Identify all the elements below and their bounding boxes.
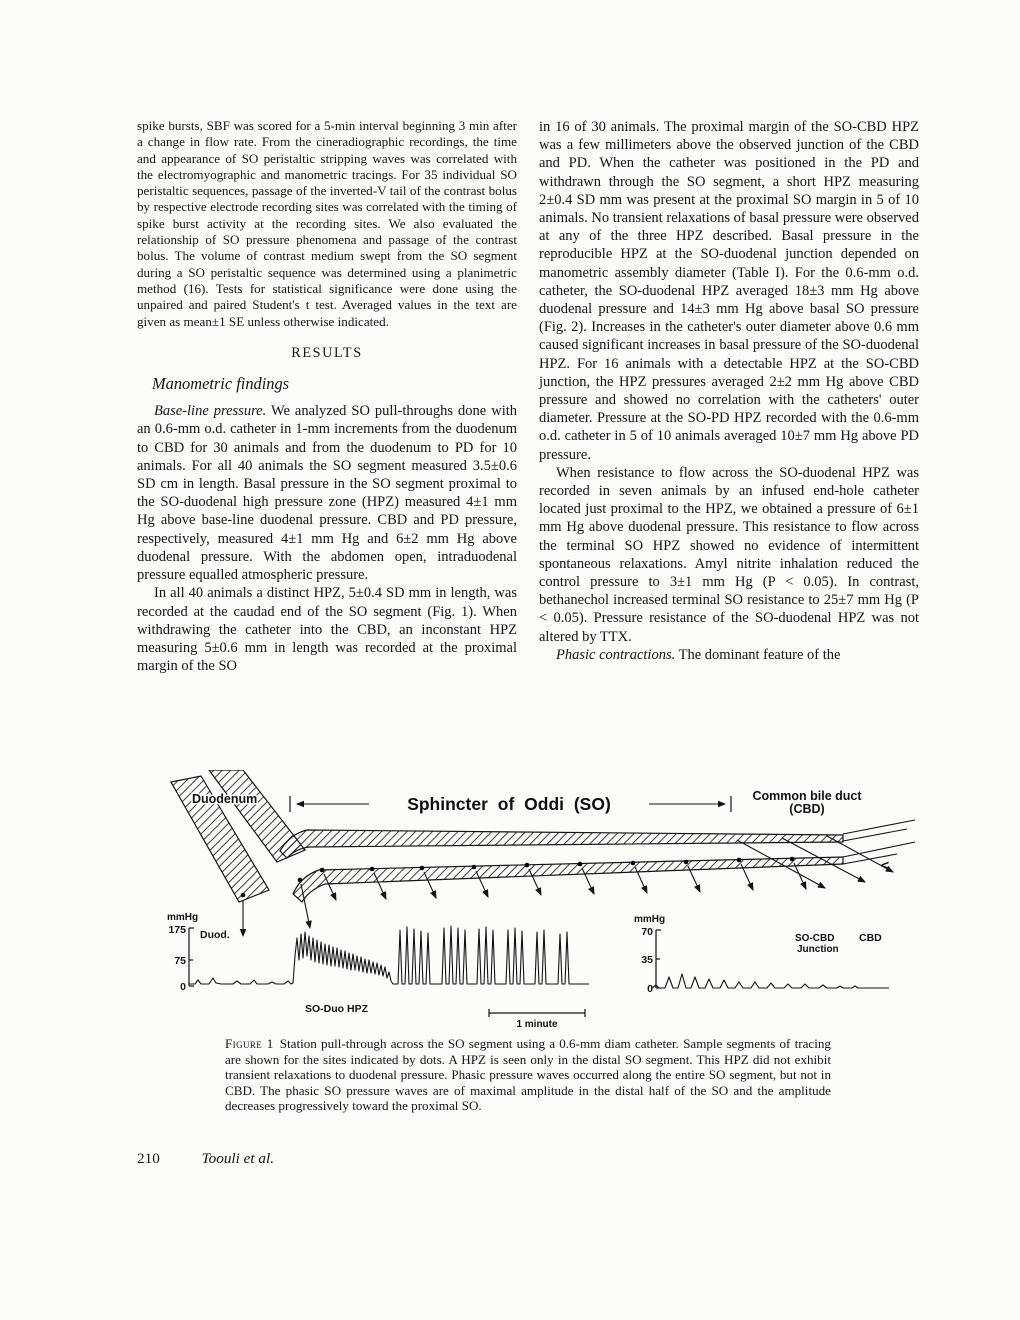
left-tick-75: 75 xyxy=(174,955,186,967)
figure-caption-label: Figure 1 xyxy=(225,1036,274,1051)
page-number: 210 xyxy=(137,1150,160,1167)
right-tick-70: 70 xyxy=(641,926,653,938)
span-bracket-right xyxy=(649,796,731,812)
duod-label: Duod. xyxy=(200,929,230,941)
one-minute-scalebar xyxy=(489,1009,585,1030)
results-heading: RESULTS xyxy=(291,344,363,361)
so-cbd-junction-label-line2: Junction xyxy=(797,944,839,955)
baseline-pressure-paragraph xyxy=(137,402,517,584)
so-cbd-junction-label-line1: SO-CBD xyxy=(795,933,835,944)
left-axis-unit: mmHg xyxy=(167,912,199,923)
anatomy-diagram xyxy=(171,770,915,936)
continuation-paragraph: in 16 of 30 animals. The proximal margin of the SO-CBD HPZ was a few millimeters above the observed junction of the CBD and PD. When the catheter was positioned in the PD and withdrawn through the SO segment, a short HPZ measuring 2±0.4 SD mm was present at the proximal SO margin in 5 of 10 animals. No transient relaxations of basal pressure were observed at any of the three HPZ described. Basal pressure in the reproducible HPZ at the SO-duodenal junction depended on manometric assembly diameter (Table I). For the 0.6-mm o.d. catheter, the SO-duodenal HPZ averaged 18±3 mm Hg above duodenal pressure and 14±3 mm Hg above basal SO pressure (Fig. 2). Increases in the catheter's outer diameter above 0.6 mm caused significant increases in basal pressure of the SO-duodenal HPZ. For 16 animals with a detectable HPZ at the SO-CBD junction, the HPZ pressures averaged 2±2 mm Hg above CBD pressure and showed no correlation with the catheters' outer diameter. Pressure at the SO-PD HPZ recorded with the 0.6-mm o.d. catheter in 5 of 10 animals averaged 10±7 mm Hg above PD pressure. xyxy=(539,119,919,463)
so-tube-lower-wall xyxy=(293,857,843,902)
running-authors: Toouli et al. xyxy=(201,1150,275,1167)
so-cbd-trace xyxy=(652,974,889,988)
two-column-text xyxy=(137,118,919,675)
right-tick-35: 35 xyxy=(641,954,653,966)
figure-caption-text: Station pull-through across the SO segment using a 0.6-mm diam catheter. Sample segments of tracing are shown for the sites indicated by dots. A HPZ is seen only in the distal SO segment. This HPZ did not exhibit transient relaxations to duodenal pressure. Phasic pressure waves occurred along the entire SO segment, but not in CBD. The phasic SO pressure waves are of maximal amplitude in the distal half of the SO and the amplitude decreases progressively toward the proximal SO. xyxy=(225,1036,831,1114)
so-duo-hpz-label: SO-Duo HPZ xyxy=(305,1003,368,1015)
paragraph-lead: Base-line pressure. xyxy=(154,403,267,420)
right-column xyxy=(539,118,919,675)
common-bile-duct-label-line1: Common bile duct xyxy=(752,789,862,803)
sphincter-of-oddi-label: Sphincter of Oddi (SO) xyxy=(407,794,611,814)
paragraph-text: We analyzed SO pull-throughs done with an 0.6-mm o.d. catheter in 1-mm increments from the duodenum to CBD for 30 animals and from the duodenum to PD for 10 animals. For all 40 animals the SO segment measured 3.5±0.6 SD cm in length. Basal pressure in the SO segment proximal to the SO-duodenal high pressure zone (HPZ) measured 4±1 mm Hg above base-line duodenal pressure. CBD and PD pressure, respectively, measured 4±1 mm Hg and 6±2 mm Hg above duodenal pressure. With the abdomen open, intraduodenal pressure equalled atmospheric pressure. xyxy=(137,403,517,584)
common-bile-duct-label-line2: (CBD) xyxy=(789,802,825,816)
cbd-trace-label: CBD xyxy=(859,932,882,944)
left-pressure-tracing xyxy=(167,912,589,1030)
hpz-paragraph: In all 40 animals a distinct HPZ, 5±0.4 SD mm in length, was recorded at the caudad end of the SO segment (Fig. 1). When withdrawing the catheter into the CBD, an inconstant HPZ measuring 5±0.6 mm in length was recorded at the proximal margin of the SO xyxy=(137,585,517,675)
figure-caption xyxy=(225,1036,831,1114)
left-column xyxy=(137,118,517,675)
phasic-contractions-paragraph xyxy=(539,646,919,664)
duodenal-so-trace xyxy=(189,926,589,984)
duodenum-label: Duodenum xyxy=(192,792,258,806)
figure-1 xyxy=(137,770,919,1032)
paragraph-text: The dominant feature of the xyxy=(678,646,841,663)
figure-1-diagram xyxy=(137,770,919,1032)
right-pressure-tracing xyxy=(634,914,889,995)
manometric-findings-heading: Manometric findings xyxy=(152,374,290,394)
cbd-pd-branch-lines xyxy=(843,820,915,864)
page-footer xyxy=(137,1150,274,1168)
so-tube-upper-wall xyxy=(280,830,843,858)
resistance-paragraph: When resistance to flow across the SO-duodenal HPZ was recorded in seven animals by an infused end-hole catheter located just proximal to the HPZ, we obtained a pressure of 6±1 mm Hg above duodenal pressure. This resistance to flow across the terminal SO HPZ showed no evidence of intermittent spontaneous relaxations. Amyl nitrite inhalation reduced the control pressure to 3±1 mm Hg (P < 0.05). In contrast, bethanechol increased terminal SO resistance to 25±7 mm Hg (P < 0.05). Pressure resistance of the SO-duodenal HPZ was not altered by TTX. xyxy=(539,464,919,645)
methods-paragraph: spike bursts, SBF was scored for a 5-min interval beginning 3 min after a change in flow rate. From the cineradiographic recordings, the time and appearance of SO peristaltic stripping waves was correlated with the electromyographic and manometric tracings. For 35 individual SO peristaltic sequences, passage of the inverted-V tail of the contrast bolus by respective electrode recording sites was correlated with the timing of spike burst activity at the recording sites. We also evaluated the relationship of SO pressure phenomena and passage of the contrast bolus. The volume of contrast medium swept from the SO segment during a SO peristaltic sequence was determined using a planimetric method (16). Tests for statistical significance were done using the unpaired and paired Student's t test. Averaged values in the text are given as mean±1 SE unless otherwise indicated. xyxy=(137,118,517,329)
right-tick-0: 0 xyxy=(647,983,653,995)
left-tick-0: 0 xyxy=(180,981,186,993)
one-minute-label: 1 minute xyxy=(516,1019,558,1030)
branch-mark: < xyxy=(881,857,890,873)
paragraph-lead: Phasic contractions. xyxy=(556,646,676,663)
span-bracket-left xyxy=(290,796,369,812)
right-axis-unit: mmHg xyxy=(634,914,666,925)
left-tick-175: 175 xyxy=(168,924,186,936)
